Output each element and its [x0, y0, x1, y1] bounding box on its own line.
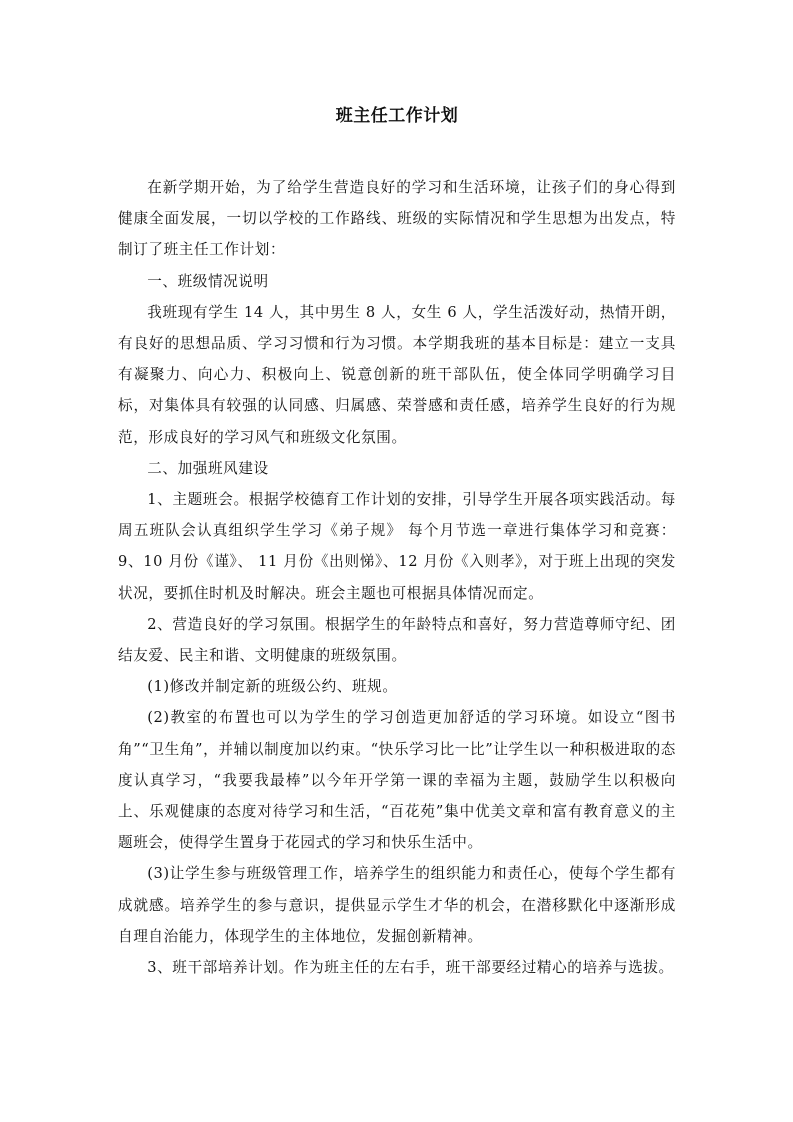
- list-item-class-rules: (1)修改并制定新的班级公约、班规。: [147, 678, 398, 696]
- list-item-classroom-layout: (2)教室的布置也可以为学生的学习创造更加舒适的学习环境。如设立“图书角”“卫生角”，并辅以制度加以约束。“快乐学习比一比”让学生以一种积极进取的态度认真学习，“我要我最棒”以今年开学第一课的幸福为主题，鼓励学生以积极向上、乐观健康的态度对待学习和生活，“百花苑”集中优美文章和富有教育意义的主题班会，使得学生置身于花园式的学习和快乐生活中。: [118, 709, 676, 852]
- learning-atmosphere-paragraph: 2、营造良好的学习氛围。根据学生的年龄特点和喜好，努力营造尊师守纪、团结友爱、民主和谐、文明健康的班级氛围。: [118, 615, 676, 665]
- theme-meeting-paragraph: 1、主题班会。根据学校德育工作计划的安排，引导学生开展各项实践活动。每周五班队会认真组织学生学习《弟子规》 每个月节选一章进行集体学习和竞赛：9、10 月份《谨》、 11 月份《出则悌》、12 月份《入则孝》，对于班上出现的突发状况，要抓住时机及时解决。班会主题也可根据具体情况而定。: [118, 491, 676, 602]
- class-situation-paragraph: 我班现有学生 14 人，其中男生 8 人，女生 6 人，学生活泼好动，热情开朗，有良好的思想品质、学习习惯和行为习惯。本学期我班的基本目标是：建立一支具有凝聚力、向心力、积极向上、锐意创新的班干部队伍，使全体同学明确学习目标，对集体具有较强的认同感、归属感、荣誉感和责任感，培养学生良好的行为规范，形成良好的学习风气和班级文化氛围。: [118, 303, 676, 446]
- list-item-student-management: (3)让学生参与班级管理工作，培养学生的组织能力和责任心，使每个学生都有成就感。培养学生的参与意识，提供显示学生才华的机会，在潜移默化中逐渐形成自理自治能力，体现学生的主体地位，发掘创新精神。: [118, 865, 676, 945]
- cadre-training-paragraph: 3、班干部培养计划。作为班主任的左右手，班干部要经过精心的培养与选拔。: [147, 959, 674, 977]
- document-title: 班主任工作计划: [335, 106, 459, 126]
- section-heading-class-situation: 一、班级情况说明: [147, 272, 269, 290]
- intro-paragraph: 在新学期开始，为了给学生营造良好的学习和生活环境，让孩子们的身心得到健康全面发展，一切以学校的工作路线、班级的实际情况和学生思想为出发点，特制订了班主任工作计划：: [118, 179, 676, 259]
- section-heading-class-culture: 二、加强班风建设: [147, 459, 269, 477]
- document-body: [118, 172, 676, 983]
